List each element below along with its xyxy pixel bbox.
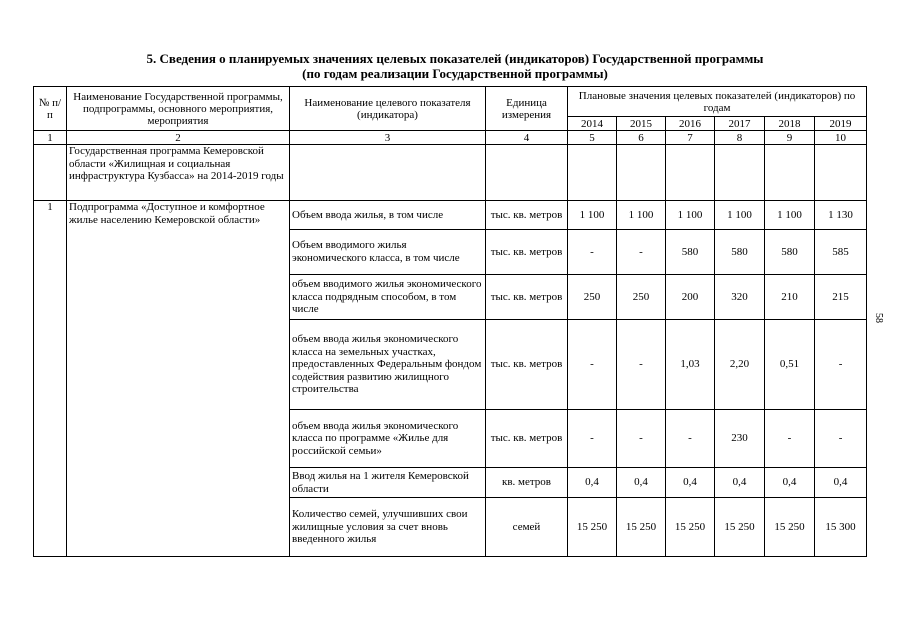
col-number: 2 xyxy=(67,131,290,145)
header-year: 2019 xyxy=(815,117,867,131)
value-cell: - xyxy=(815,410,867,468)
header-plan: Плановые значения целевых показателей (индикаторов) по годам xyxy=(568,87,867,117)
value-cell: - xyxy=(815,320,867,410)
value-cell: 580 xyxy=(765,230,815,275)
value-cell: 0,4 xyxy=(715,468,765,498)
value-cell: 15 250 xyxy=(666,498,715,557)
value-cell: 0,4 xyxy=(568,468,617,498)
col-number: 10 xyxy=(815,131,867,145)
value-cell: - xyxy=(617,320,666,410)
value-cell: 1 100 xyxy=(568,201,617,230)
indicator-name: Объем ввода жилья, в том числе xyxy=(290,201,486,230)
indicator-name: объем ввода жилья экономического класса на земельных участках, предоставленных Федеральным фондом содействия развитию жилищного строительства xyxy=(290,320,486,410)
column-number-row xyxy=(34,131,867,145)
table-row xyxy=(34,201,867,230)
indicator-name: объем ввода жилья экономического класса по программе «Жилье для российской семьи» xyxy=(290,410,486,468)
value-cell: 1 100 xyxy=(715,201,765,230)
header-year: 2016 xyxy=(666,117,715,131)
value-cell: 0,4 xyxy=(815,468,867,498)
value-cell: 1 130 xyxy=(815,201,867,230)
indicators-table xyxy=(33,86,867,557)
indicator-unit: семей xyxy=(486,498,568,557)
value-cell: 1 100 xyxy=(617,201,666,230)
value-cell: - xyxy=(666,410,715,468)
program-name: Государственная программа Кемеровской области «Жилищная и социальная инфраструктура Кузбасса» на 2014-2019 годы xyxy=(67,145,290,201)
indicator-unit: тыс. кв. метров xyxy=(486,320,568,410)
value-cell: 320 xyxy=(715,275,765,320)
col-number: 8 xyxy=(715,131,765,145)
col-number: 9 xyxy=(765,131,815,145)
value-cell: 2,20 xyxy=(715,320,765,410)
value-cell: 15 250 xyxy=(617,498,666,557)
indicator-unit: тыс. кв. метров xyxy=(486,201,568,230)
header-year: 2014 xyxy=(568,117,617,131)
header-year: 2018 xyxy=(765,117,815,131)
document-title xyxy=(40,51,870,81)
header-name: Наименование Государственной программы, подпрограммы, основного мероприятия, мероприятия xyxy=(67,87,290,131)
indicator-unit: тыс. кв. метров xyxy=(486,230,568,275)
indicator-unit: тыс. кв. метров xyxy=(486,410,568,468)
col-number: 5 xyxy=(568,131,617,145)
value-cell: 0,4 xyxy=(765,468,815,498)
value-cell: 15 250 xyxy=(715,498,765,557)
col-number: 4 xyxy=(486,131,568,145)
value-cell: - xyxy=(617,230,666,275)
header-unit: Единица измерения xyxy=(486,87,568,131)
program-row xyxy=(34,145,867,201)
value-cell: 230 xyxy=(715,410,765,468)
subprogram-name: Подпрограмма «Доступное и комфортное жилье населению Кемеровской области» xyxy=(67,201,290,557)
header-indicator: Наименование целевого показателя (индикатора) xyxy=(290,87,486,131)
value-cell: 1 100 xyxy=(666,201,715,230)
indicator-unit: тыс. кв. метров xyxy=(486,275,568,320)
value-cell: - xyxy=(765,410,815,468)
indicator-unit: кв. метров xyxy=(486,468,568,498)
col-number: 1 xyxy=(34,131,67,145)
value-cell: 1 100 xyxy=(765,201,815,230)
value-cell: - xyxy=(568,230,617,275)
col-number: 3 xyxy=(290,131,486,145)
value-cell: 580 xyxy=(715,230,765,275)
col-number: 7 xyxy=(666,131,715,145)
value-cell: 215 xyxy=(815,275,867,320)
indicator-name: Количество семей, улучшивших свои жилищные условия за счет вновь введенного жилья xyxy=(290,498,486,557)
header-year: 2015 xyxy=(617,117,666,131)
value-cell: 0,4 xyxy=(666,468,715,498)
value-cell: 1,03 xyxy=(666,320,715,410)
value-cell: - xyxy=(568,410,617,468)
header-num: № п/п xyxy=(34,87,67,131)
col-number: 6 xyxy=(617,131,666,145)
value-cell: 250 xyxy=(617,275,666,320)
value-cell: 200 xyxy=(666,275,715,320)
indicator-name: объем вводимого жилья экономического класса подрядным способом, в том числе xyxy=(290,275,486,320)
value-cell: 15 250 xyxy=(568,498,617,557)
subprogram-num: 1 xyxy=(34,201,67,557)
page-number: 58 xyxy=(873,313,884,323)
title-line-1: 5. Сведения о планируемых значениях целевых показателей (индикаторов) Государственной программы xyxy=(146,51,764,66)
value-cell: 580 xyxy=(666,230,715,275)
value-cell: - xyxy=(617,410,666,468)
indicator-name: Объем вводимого жилья экономического класса, в том числе xyxy=(290,230,486,275)
value-cell: 15 300 xyxy=(815,498,867,557)
header-year: 2017 xyxy=(715,117,765,131)
value-cell: 15 250 xyxy=(765,498,815,557)
title-line-2: (по годам реализации Государственной программы) xyxy=(302,66,608,81)
value-cell: - xyxy=(568,320,617,410)
indicator-name: Ввод жилья на 1 жителя Кемеровской области xyxy=(290,468,486,498)
value-cell: 250 xyxy=(568,275,617,320)
value-cell: 0,51 xyxy=(765,320,815,410)
value-cell: 0,4 xyxy=(617,468,666,498)
value-cell: 585 xyxy=(815,230,867,275)
value-cell: 210 xyxy=(765,275,815,320)
